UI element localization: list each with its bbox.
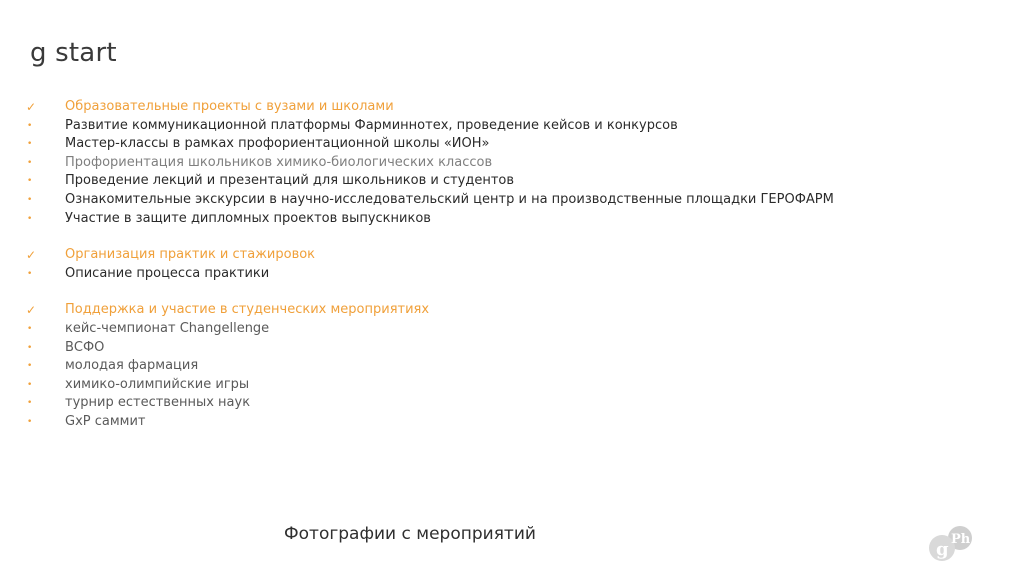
checkmark-icon: ✓ <box>26 303 37 318</box>
content-list <box>24 98 924 450</box>
group-student-events <box>24 301 924 431</box>
list-item-text: Профориентация школьников химико-биологических классов <box>65 154 493 170</box>
bullet-dot-icon: • <box>27 416 33 427</box>
group-heading: Поддержка и участие в студенческих мероприятиях <box>65 302 430 318</box>
list-item <box>24 357 924 376</box>
group-heading: Организация практик и стажировок <box>65 247 316 263</box>
list-item-text: химико-олимпийские игры <box>65 376 250 392</box>
list-item <box>24 320 924 339</box>
bullet-dot-icon: • <box>27 194 33 205</box>
list-item <box>24 191 924 210</box>
bullet-dot-icon: • <box>27 398 33 409</box>
group-heading: Образовательные проекты с вузами и школами <box>65 99 394 114</box>
group-heading-row <box>24 98 924 117</box>
list-item <box>24 394 924 413</box>
bullet-dot-icon: • <box>27 323 33 334</box>
company-logo <box>924 524 976 564</box>
list-item <box>24 117 924 136</box>
bullet-dot-icon: • <box>27 361 33 372</box>
list-item-text: турнир естественных наук <box>65 395 251 411</box>
bullet-dot-icon: • <box>27 342 33 353</box>
checkmark-icon: ✓ <box>26 248 37 263</box>
list-item-text: Ознакомительные экскурсии в научно-исследовательский центр и на производственные площадки ГЕРОФАРМ <box>65 191 834 207</box>
list-item <box>24 135 924 154</box>
list-item-text: Описание процесса практики <box>65 265 270 281</box>
bullet-dot-icon: • <box>27 120 33 131</box>
bullet-dot-icon: • <box>27 268 33 279</box>
list-item <box>24 172 924 191</box>
list-item-text: Проведение лекций и презентаций для школьников и студентов <box>65 173 515 189</box>
logo-letter-g: g <box>936 539 949 560</box>
list-item-text: GxP саммит <box>65 413 146 429</box>
list-item <box>24 265 924 284</box>
list-item-text: ВСФО <box>65 339 105 355</box>
group-heading-row <box>24 301 924 320</box>
photos-caption: Фотографии с мероприятий <box>284 524 536 544</box>
bullet-dot-icon: • <box>27 176 33 187</box>
bullet-dot-icon: • <box>27 213 33 224</box>
list-item <box>24 154 924 173</box>
list-item <box>24 210 924 229</box>
group-heading-row <box>24 246 924 265</box>
list-item-text: Мастер-классы в рамках профориентационной школы «ИОН» <box>65 136 490 152</box>
list-item-text: Развитие коммуникационной платформы Фарминнотех, проведение кейсов и конкурсов <box>65 117 678 133</box>
checkmark-icon: ✓ <box>26 100 37 114</box>
list-item <box>24 339 924 358</box>
bullet-dot-icon: • <box>27 379 33 390</box>
list-item <box>24 376 924 395</box>
bullet-dot-icon: • <box>27 139 33 150</box>
group-educational-projects <box>24 98 924 228</box>
list-item-text: кейс-чемпионат Changellenge <box>65 320 270 336</box>
bullet-dot-icon: • <box>27 157 33 168</box>
list-item-text: молодая фармация <box>65 358 199 374</box>
group-internships <box>24 246 924 283</box>
page-title: g start <box>30 38 117 68</box>
list-item-text: Участие в защите дипломных проектов выпускников <box>65 210 431 226</box>
list-item <box>24 413 924 432</box>
logo-letters-ph: Ph <box>951 532 971 547</box>
